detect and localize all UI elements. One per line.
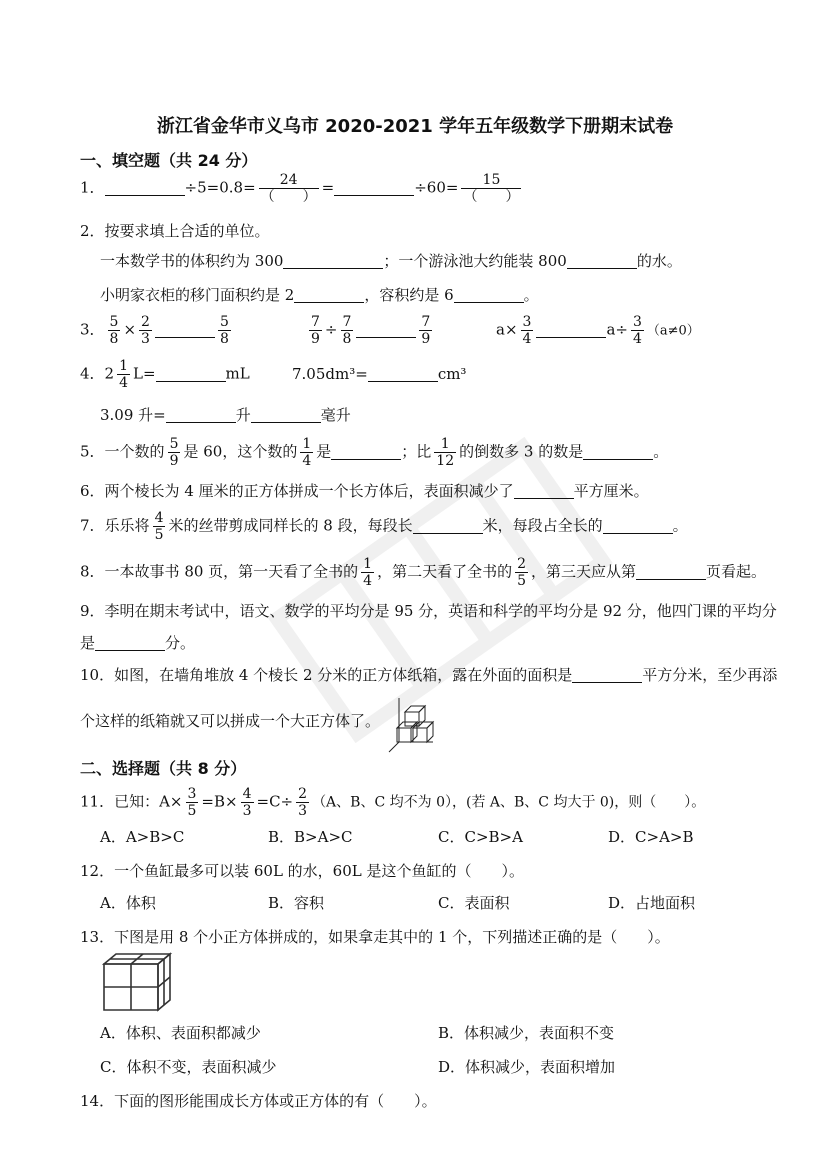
- fraction: $\frac{24}{( )}$: [260, 172, 317, 205]
- compare-blank[interactable]: [356, 323, 416, 338]
- question-2-line-1: 一本数学书的体积约为 300 ；一个游泳池大约能装 800 的水。: [100, 252, 682, 270]
- q13-option-b[interactable]: B．体积减少，表面积不变: [438, 1024, 615, 1042]
- answer-blank[interactable]: [166, 408, 236, 423]
- question-10-line-2: 个这样的纸箱就又可以拼成一个大正方体了。: [80, 712, 381, 730]
- question-9-line-2: 是 分。: [80, 634, 196, 652]
- question-10: 10．如图，在墙角堆放 4 个棱长 2 分米的正方体纸箱，露在外面的面积是 平方分米，至少再添: [80, 666, 778, 684]
- answer-blank[interactable]: [156, 367, 226, 382]
- q11-option-c[interactable]: C．C>B>A: [438, 828, 523, 846]
- answer-blank[interactable]: [95, 636, 165, 651]
- question-7: 7．乐乐将 $\frac{4}{5}$ 米的丝带剪成同样长的 8 段，每段长 米，每段占全长的 。: [80, 510, 688, 543]
- question-8: 8．一本故事书 80 页，第一天看了全书的 $\frac{1}{4}$ ，第二天看了全书的 $\frac{2}{5}$ ，第三天应从第 页看起。: [80, 556, 767, 589]
- fraction: $\frac{15}{( )}$: [463, 172, 520, 205]
- q11-option-d[interactable]: D．C>A>B: [608, 828, 694, 846]
- answer-blank[interactable]: [331, 445, 401, 460]
- question-1: 1． ÷5=0.8= $\frac{24}{( )}$ = ÷60= $\frac{15}{( )}$: [80, 172, 520, 205]
- section-choice: 二、选择题（共 8 分）: [80, 759, 247, 778]
- answer-blank[interactable]: [572, 668, 642, 683]
- question-3: 3． $\frac{5}{8}$ × $\frac{2}{3}$ $\frac{5}{8}$: [80, 314, 229, 347]
- q13-option-a[interactable]: A．体积、表面积都减少: [100, 1024, 261, 1042]
- q12-option-c[interactable]: C．表面积: [438, 894, 510, 912]
- answer-blank[interactable]: [334, 181, 414, 196]
- compare-blank[interactable]: [155, 323, 215, 338]
- question-11: 11．已知：A× $\frac{3}{5}$ =B× $\frac{4}{3}$ =C÷ $\frac{2}{3}$ （A、B、C 均不为 0），(若 A、B、C 均大于 0)，则（ ）。: [80, 786, 706, 819]
- question-9: 9．李明在期末考试中，语文、数学的平均分是 95 分，英语和科学的平均分是 92 分，他四门课的平均分: [80, 602, 777, 620]
- question-6: 6．两个棱长为 4 厘米的正方体拼成一个长方体后，表面积减少了 平方厘米。: [80, 482, 649, 500]
- answer-blank[interactable]: [583, 445, 653, 460]
- question-14: 14．下面的图形能围成长方体或正方体的有（ ）。: [80, 1092, 437, 1110]
- page-title: 浙江省金华市义乌市 2020-2021 学年五年级数学下册期末试卷: [156, 116, 674, 137]
- answer-blank[interactable]: [368, 367, 438, 382]
- section-fill-blank: 一、填空题（共 24 分）: [80, 151, 258, 170]
- cube-figure: [102, 952, 174, 1014]
- answer-blank[interactable]: [514, 484, 574, 499]
- question-4: 4．2 $\frac{1}{4}$ L= mL: [80, 358, 250, 391]
- q11-option-a[interactable]: A．A>B>C: [100, 828, 185, 846]
- answer-blank[interactable]: [294, 288, 364, 303]
- question-4-line-2: 3.09 升= 升 毫升: [100, 406, 351, 424]
- question-2: 2．按要求填上合适的单位。: [80, 222, 270, 240]
- q12-option-a[interactable]: A．体积: [100, 894, 156, 912]
- stacked-boxes-figure: [385, 694, 435, 754]
- question-5: 5．一个数的 $\frac{5}{9}$ 是 60，这个数的 $\frac{1}{4}$ 是 ；比 $\frac{1}{12}$ 的倒数多 3 的数是 。: [80, 436, 669, 469]
- answer-blank[interactable]: [454, 288, 524, 303]
- q12-option-d[interactable]: D．占地面积: [608, 894, 696, 912]
- answer-blank[interactable]: [636, 565, 706, 580]
- question-2-line-2: 小明家衣柜的移门面积约是 2 ，容积约是 6 。: [100, 286, 539, 304]
- question-13: 13．下图是用 8 个小正方体拼成的，如果拿走其中的 1 个，下列描述正确的是（ ）。: [80, 928, 670, 946]
- q13-option-d[interactable]: D．体积减少，表面积增加: [438, 1058, 616, 1076]
- q12-option-b[interactable]: B．容积: [268, 894, 325, 912]
- answer-blank[interactable]: [413, 519, 483, 534]
- question-4-part-2: 7.05dm³= cm³: [292, 365, 467, 383]
- answer-blank[interactable]: [567, 254, 637, 269]
- answer-blank[interactable]: [105, 181, 185, 196]
- q13-option-c[interactable]: C．体积不变，表面积减少: [100, 1058, 277, 1076]
- compare-blank[interactable]: [536, 323, 606, 338]
- answer-blank[interactable]: [283, 254, 383, 269]
- answer-blank[interactable]: [603, 519, 673, 534]
- question-12: 12．一个鱼缸最多可以装 60L 的水，60L 是这个鱼缸的（ ）。: [80, 862, 524, 880]
- answer-blank[interactable]: [251, 408, 321, 423]
- q11-option-b[interactable]: B．B>A>C: [268, 828, 353, 846]
- question-3-part-3: a× $\frac{3}{4}$ a÷ $\frac{3}{4}$ （a≠0）: [496, 314, 700, 347]
- question-3-part-2: $\frac{7}{9}$ ÷ $\frac{7}{8}$ $\frac{7}{9}$: [311, 314, 431, 347]
